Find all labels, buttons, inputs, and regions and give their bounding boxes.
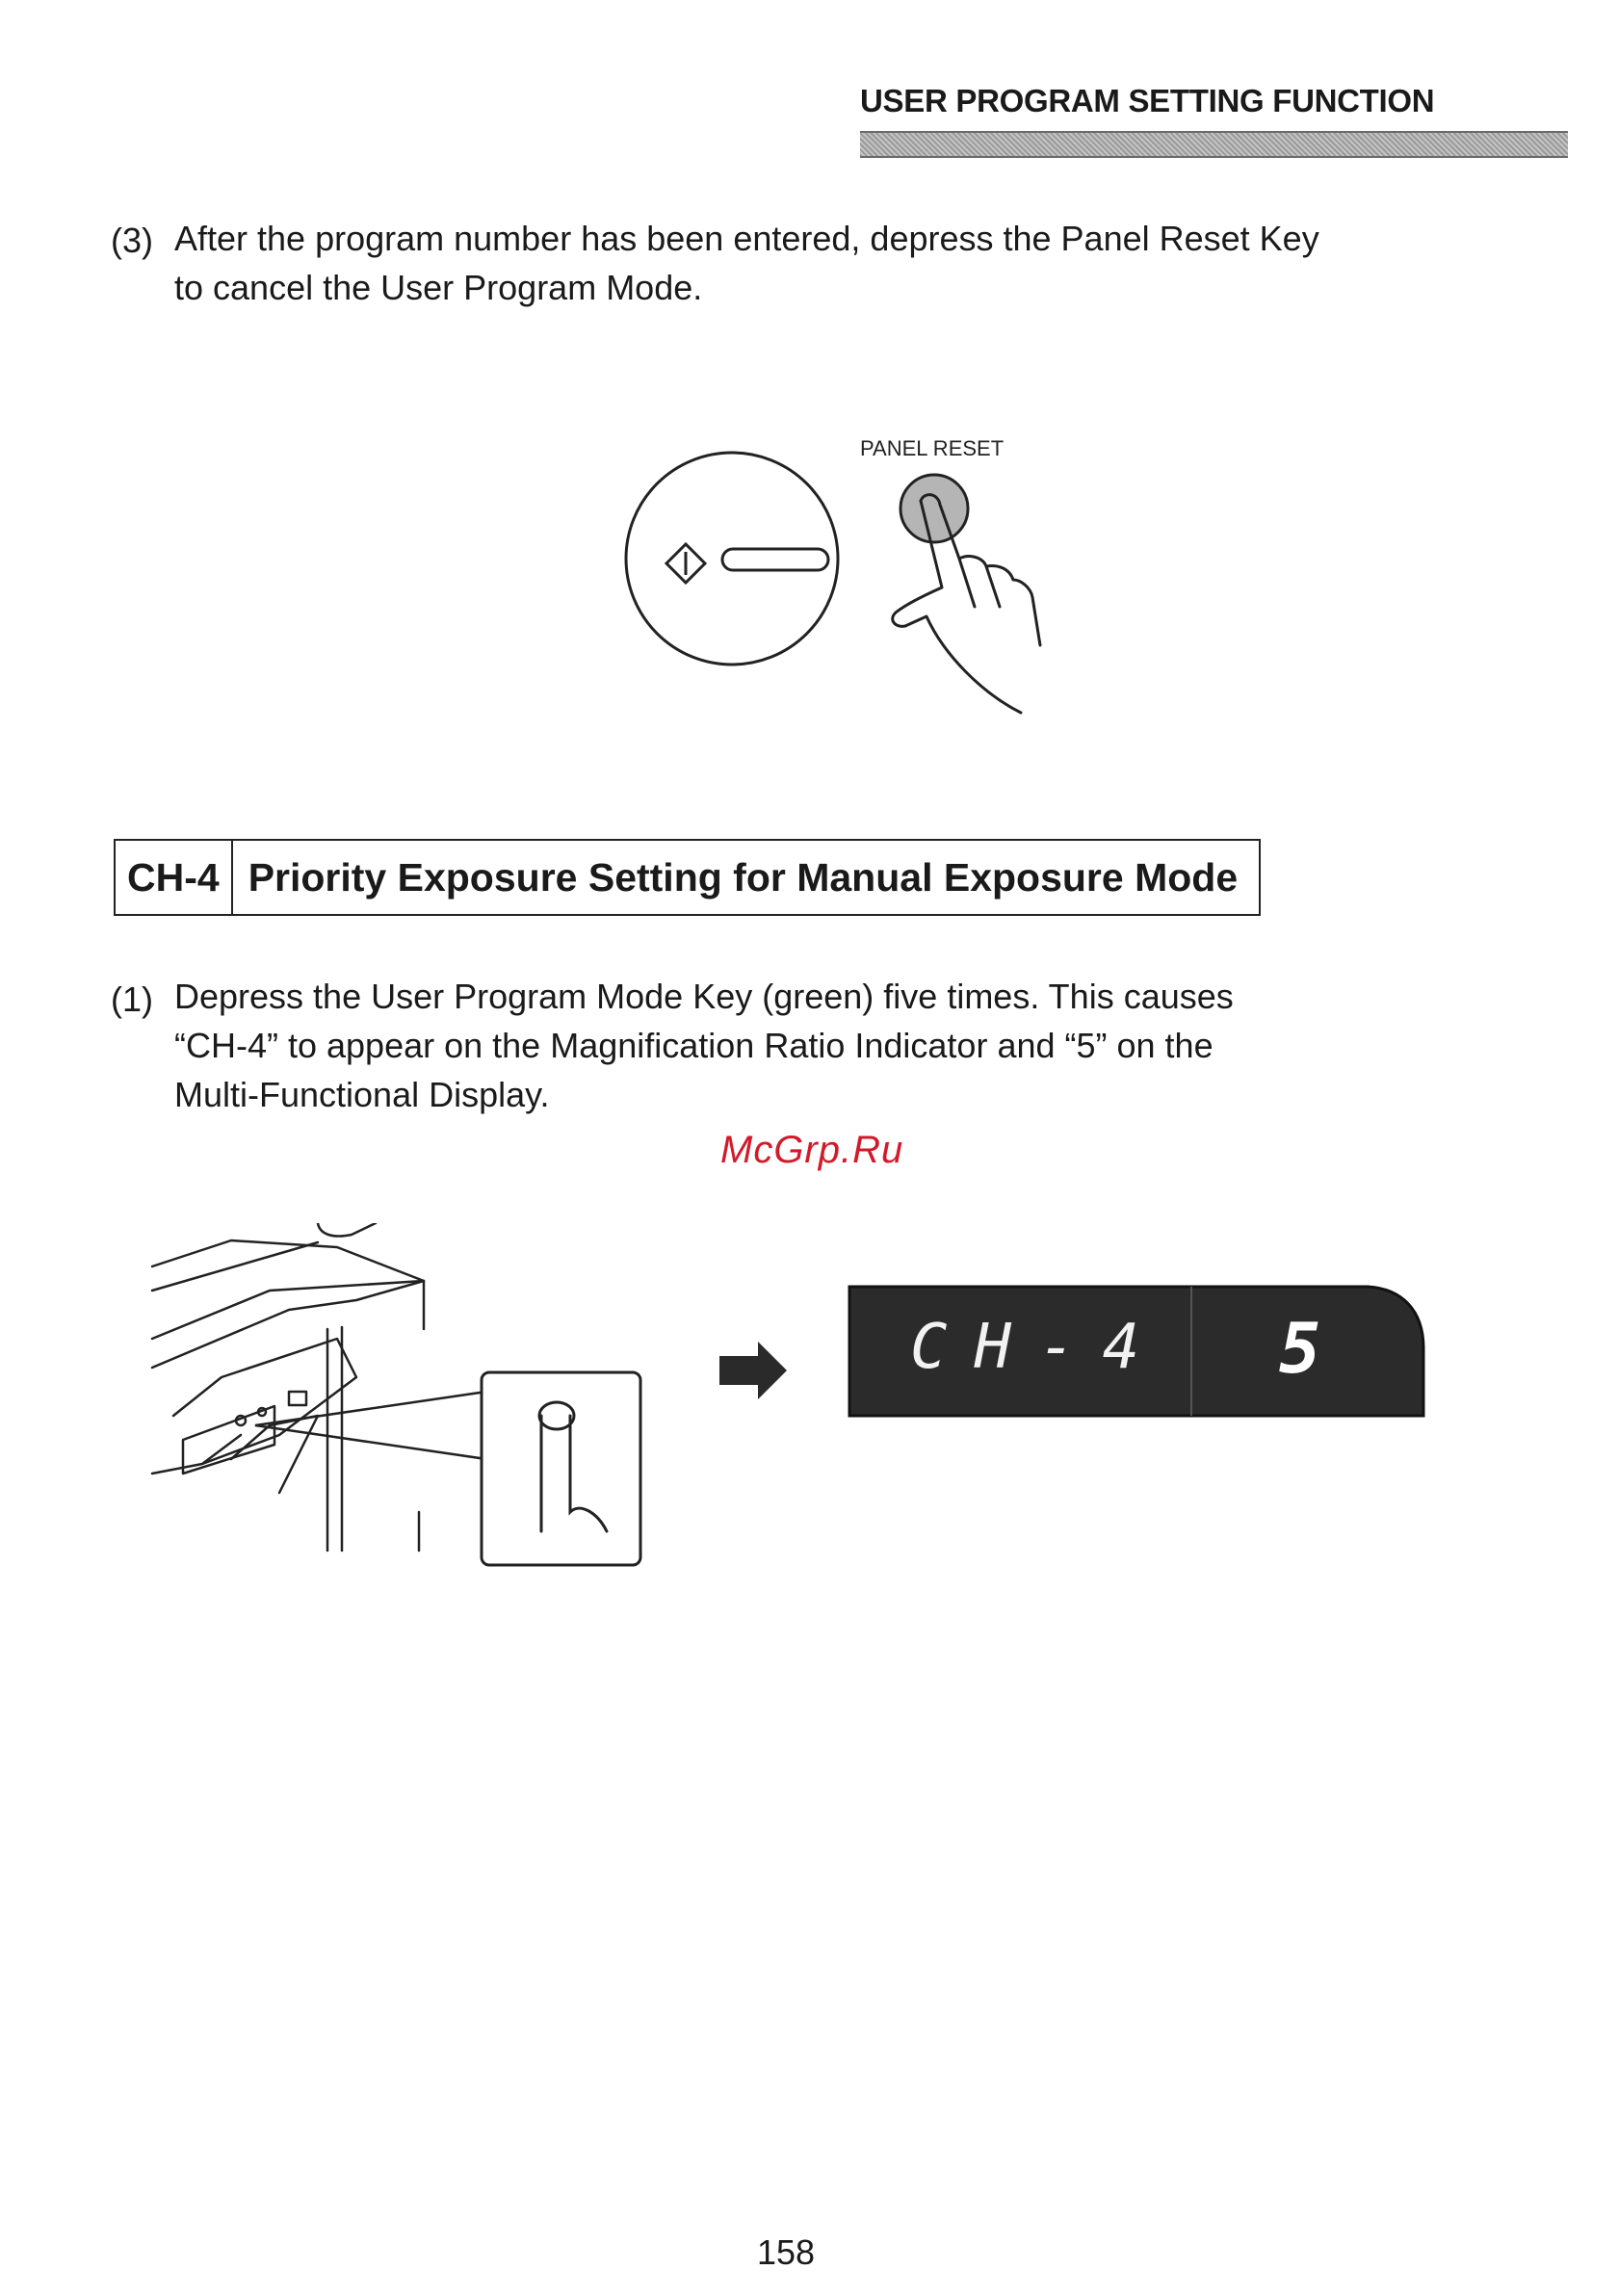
step-3-text-line1: After the program number has been entered, depress the Panel Reset Key [174,219,1319,258]
copier-panel-illustration [144,1223,645,1570]
display-panel [848,1281,1425,1420]
step-3-number: (3) [111,221,153,260]
page-number: 158 [757,2232,816,2272]
section-code: CH-4 [116,841,233,914]
section-heading-box [114,839,1261,916]
page-header-title: USER PROGRAM SETTING FUNCTION [860,83,1435,118]
step-1-text-line1: Depress the User Program Mode Key (green) five times. This causes [174,977,1234,1016]
panel-reset-key [900,475,968,542]
step-1-text-line3: Multi-Functional Display. [174,1075,550,1114]
multi-functional-display: 5 [1279,1308,1321,1389]
step-3-text-line2: to cancel the User Program Mode. [174,268,703,307]
finger-callout [255,1372,640,1565]
step-1-number: (1) [111,979,153,1019]
panel-reset-illustration [616,424,1117,751]
panel-reset-label: PANEL RESET [860,436,1005,460]
watermark: McGrp.Ru [720,1129,904,1171]
right-arrow-icon [715,1337,792,1404]
section-title: Priority Exposure Setting for Manual Exposure Mode [248,854,1239,900]
step-1-text-line2: “CH-4” to appear on the Magnification Ratio Indicator and “5” on the [174,1026,1214,1065]
start-key-circle [626,453,838,665]
magnification-ratio-indicator: CH-4 [910,1312,1167,1383]
header-rule [860,131,1568,158]
